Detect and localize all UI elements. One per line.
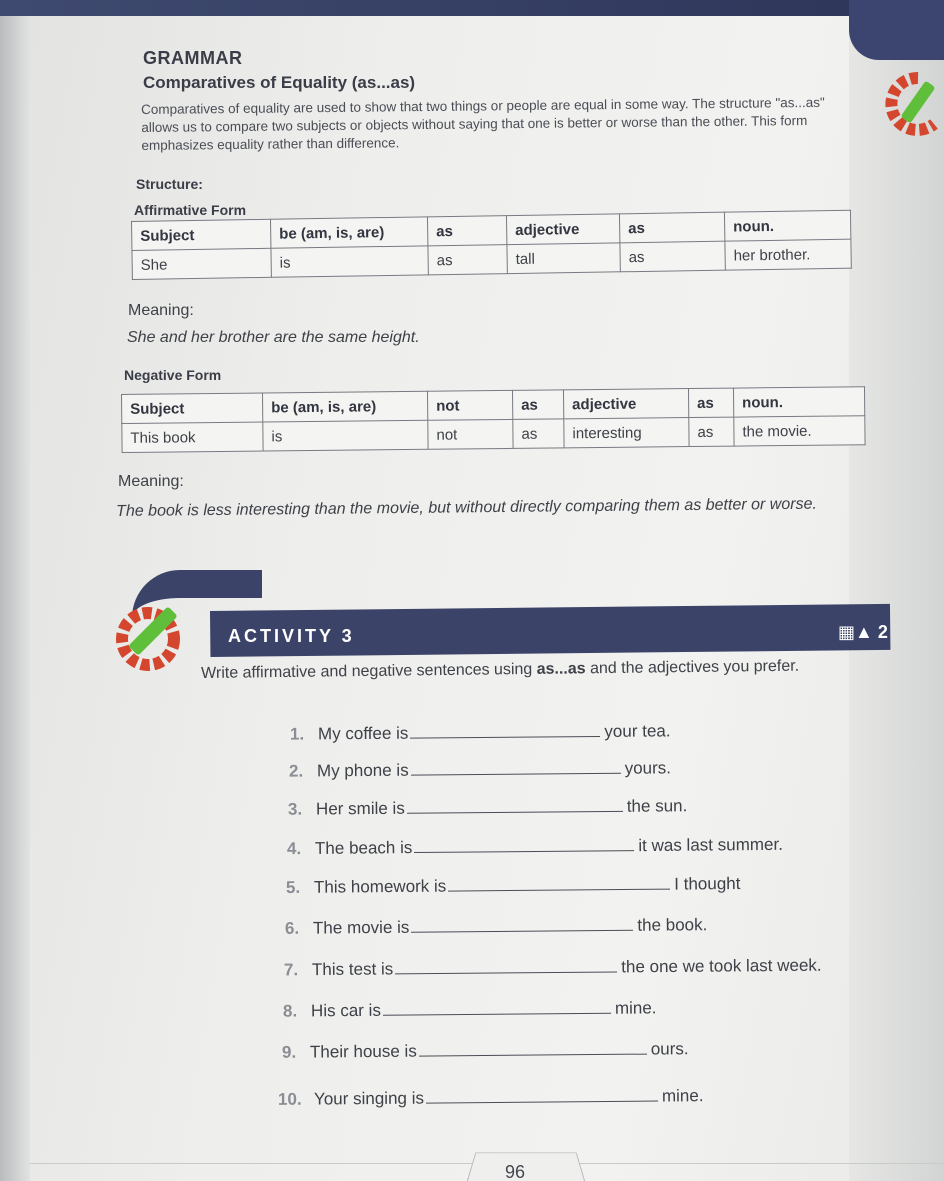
activity-title: ACTIVITY 3 xyxy=(228,626,355,646)
list-item xyxy=(278,1086,704,1110)
table-cell: as xyxy=(688,388,733,417)
gear-pencil-icon xyxy=(108,595,198,675)
negative-form-label: Negative Form xyxy=(124,367,222,383)
item-end: mine. xyxy=(661,1086,704,1106)
item-number: 3. xyxy=(287,799,303,819)
item-end: your tea. xyxy=(604,721,671,741)
answer-blank[interactable] xyxy=(411,759,621,776)
list-item xyxy=(288,796,687,819)
negative-meaning: The book is less interesting than the movie, but without directly comparing them as better or worse. xyxy=(116,495,817,520)
item-start: His car is xyxy=(310,1000,381,1021)
item-end: ours. xyxy=(650,1039,689,1059)
answer-blank[interactable] xyxy=(426,1087,658,1104)
item-start: Your singing is xyxy=(313,1088,425,1109)
table-cell: Subject xyxy=(132,219,271,250)
item-end: the book. xyxy=(637,915,708,935)
answer-blank[interactable] xyxy=(411,916,633,933)
table-cell: is xyxy=(271,246,428,277)
table-cell: be (am, is, are) xyxy=(270,217,427,248)
item-start: My coffee is xyxy=(317,723,409,744)
table-cell: interesting xyxy=(564,418,689,448)
list-item xyxy=(286,874,741,898)
table-cell: as xyxy=(619,212,724,243)
table-cell: her brother. xyxy=(725,239,851,270)
instruction-keyword: as...as xyxy=(536,660,586,678)
table-cell: adjective xyxy=(506,214,619,245)
page-number-tab xyxy=(463,1152,588,1181)
gear-pencil-icon xyxy=(878,70,938,140)
list-item xyxy=(283,998,657,1021)
table-cell: as xyxy=(512,390,563,420)
page-number: 96 xyxy=(505,1162,526,1181)
meaning-label: Meaning: xyxy=(118,473,184,490)
adjacent-page-edge xyxy=(849,0,944,1181)
affirmative-table xyxy=(131,210,852,280)
group-work-icon: ▦▲ xyxy=(838,622,873,642)
answer-blank[interactable] xyxy=(414,836,634,853)
item-number: 8. xyxy=(282,1001,298,1021)
item-number: 1. xyxy=(289,724,305,744)
section-heading: GRAMMAR xyxy=(143,48,243,68)
answer-blank[interactable] xyxy=(410,722,600,739)
answer-blank[interactable] xyxy=(448,875,670,892)
answer-blank[interactable] xyxy=(395,957,617,974)
affirmative-meaning: She and her brother are the same height. xyxy=(127,329,420,346)
table-cell: the movie. xyxy=(734,416,865,446)
list-item xyxy=(282,1039,689,1063)
item-end: the one we took last week. xyxy=(621,955,822,977)
page-binding-shadow xyxy=(0,0,30,1181)
list-item xyxy=(290,721,671,744)
item-number: 6. xyxy=(284,918,300,938)
list-item xyxy=(289,758,671,781)
answer-blank[interactable] xyxy=(383,999,611,1016)
item-number: 9. xyxy=(281,1042,297,1062)
item-end: the sun. xyxy=(626,796,688,816)
item-number: 2. xyxy=(288,761,304,781)
table-cell: She xyxy=(132,248,271,279)
intro-paragraph: Comparatives of equality are used to show that two things or people are equal in some way. The structure "as...as" allows us to compare two subjects or objects without saying that one is better or worse than the other. This form emphasizes equality rather than difference. xyxy=(141,94,825,153)
table-cell: not xyxy=(428,419,513,449)
table-cell: Subject xyxy=(122,393,263,423)
item-start: The beach is xyxy=(314,838,413,858)
structure-label: Structure: xyxy=(136,176,203,192)
item-start: This homework is xyxy=(313,876,447,897)
adjacent-page-header-band xyxy=(849,0,944,60)
affirmative-form-label: Affirmative Form xyxy=(134,202,247,218)
instruction-text: and the adjectives you prefer. xyxy=(585,657,800,678)
table-cell: This book xyxy=(122,422,263,452)
activity-icon-label: 2 xyxy=(877,622,888,642)
top-color-band xyxy=(0,0,944,16)
list-item xyxy=(285,915,707,939)
table-cell: be (am, is, are) xyxy=(262,391,427,422)
answer-blank[interactable] xyxy=(407,797,623,814)
item-start: Their house is xyxy=(309,1041,417,1062)
item-number: 4. xyxy=(286,839,302,859)
instruction-text: Write affirmative and negative sentences using xyxy=(201,660,537,682)
item-end: mine. xyxy=(614,998,657,1018)
table-cell: adjective xyxy=(563,389,688,419)
item-end: it was last summer. xyxy=(638,834,783,856)
table-cell: as xyxy=(513,419,564,449)
item-start: My phone is xyxy=(316,760,409,781)
table-cell: as xyxy=(620,241,725,272)
table-cell: noun. xyxy=(724,210,850,241)
page-title: Comparatives of Equality (as...as) xyxy=(143,73,416,92)
item-start: Her smile is xyxy=(315,798,405,819)
item-number: 7. xyxy=(283,960,299,980)
item-start: This test is xyxy=(311,959,394,980)
item-number: 10. xyxy=(277,1089,302,1109)
item-number: 5. xyxy=(285,877,301,897)
table-cell: noun. xyxy=(733,387,864,417)
item-end: yours. xyxy=(624,758,672,778)
item-start: The movie is xyxy=(312,917,410,938)
activity-instruction xyxy=(201,655,891,685)
item-end: I thought xyxy=(674,874,741,894)
table-cell: as xyxy=(689,417,734,446)
table-cell: is xyxy=(263,420,428,451)
table-cell: as xyxy=(427,216,506,246)
table-cell: tall xyxy=(507,243,620,274)
activity-icon xyxy=(838,622,888,643)
list-item xyxy=(287,835,783,859)
meaning-label: Meaning: xyxy=(128,302,194,319)
list-item xyxy=(284,956,822,981)
answer-blank[interactable] xyxy=(419,1040,647,1057)
table-cell: as xyxy=(428,245,507,275)
table-cell: not xyxy=(427,390,512,420)
negative-table xyxy=(121,386,866,453)
